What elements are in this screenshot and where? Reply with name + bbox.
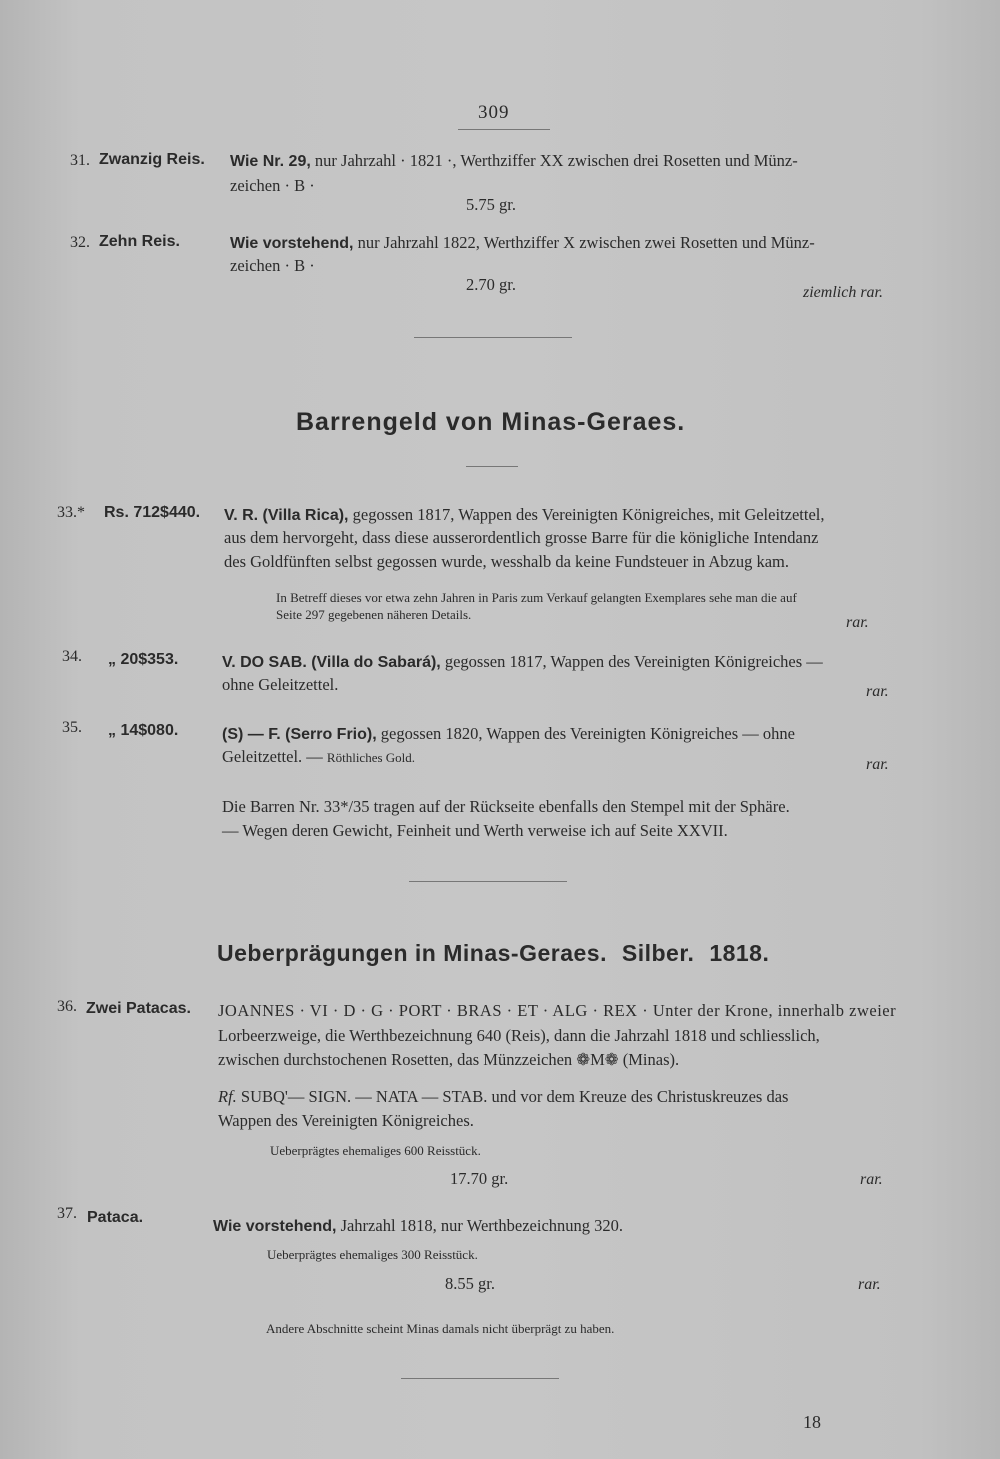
footer-number: 18 xyxy=(803,1412,821,1432)
entry-31-text-line2: zeichen · B · xyxy=(230,176,315,195)
entry-34-rarity: rar. xyxy=(866,683,889,700)
entry-31-weight: 5.75 gr. xyxy=(466,195,516,214)
divider-2 xyxy=(409,881,567,882)
entry-36-reverse-line2: Wappen des Vereinigten Königreiches. xyxy=(218,1111,474,1130)
entry-33-text-line2: aus dem hervorgeht, dass diese ausserordentlich grosse Barre für die königliche Intendanz xyxy=(224,528,819,547)
entry-36-text-line3: zwischen durchstochenen Rosetten, das Münzzeichen ❁M❁ (Minas). xyxy=(218,1050,680,1069)
entry-36-rarity: rar. xyxy=(860,1171,883,1188)
entry-31-desc: nur Jahrzahl · 1821 ·, Werthziffer XX zwischen drei Rosetten und Münz- xyxy=(314,151,798,170)
entry-36-text-line2: Lorbeerzweige, die Werthbezeichnung 640 (Reis), dann die Jahrzahl 1818 und schliesslich, xyxy=(218,1026,820,1045)
entry-36-reverse-text: SUBQ'— SIGN. — NATA — STAB. und vor dem Kreuze des Christuskreuzes das xyxy=(240,1087,789,1106)
entry-36-number: 36. xyxy=(57,998,77,1015)
entry-34-label: „ 20$353. xyxy=(108,651,179,668)
entry-36-weight: 17.70 gr. xyxy=(450,1169,509,1188)
entry-33-rarity: rar. xyxy=(846,614,869,631)
entry-32-label: Zehn Reis. xyxy=(99,233,180,250)
closing-note: Andere Abschnitte scheint Minas damals nicht überprägt zu haben. xyxy=(266,1321,615,1336)
entry-34-desc: gegossen 1817, Wappen des Vereinigten Königreiches — xyxy=(444,652,823,671)
entry-32-weight: 2.70 gr. xyxy=(466,275,516,294)
entry-35-text-line2 xyxy=(222,746,415,768)
section-ueberpraegungen-year: 1818. xyxy=(709,940,770,966)
entry-35-lead: (S) — F. (Serro Frio), xyxy=(222,726,377,743)
entry-32-desc: nur Jahrzahl 1822, Werthziffer X zwischen zwei Rosetten und Münz- xyxy=(357,233,815,252)
entry-33-text-line1 xyxy=(224,504,824,527)
entry-32-text-line1 xyxy=(230,232,815,255)
entry-37-label: Pataca. xyxy=(87,1209,144,1226)
entry-31-text-line1 xyxy=(230,150,798,173)
entry-33-note-line1: In Betreff dieses vor etwa zehn Jahren in Paris zum Verkauf gelangten Exemplares sehe man die auf xyxy=(276,590,797,605)
entry-35-label: „ 14$080. xyxy=(108,722,179,739)
entry-33-text-line3: des Goldfünften selbst gegossen wurde, wesshalb da keine Fundsteuer in Abzug kam. xyxy=(224,552,790,571)
entry-31-label: Zwanzig Reis. xyxy=(99,151,205,168)
entry-34-text-line2: ohne Geleitzettel. xyxy=(222,675,339,694)
entry-33-number: 33.* xyxy=(57,504,85,521)
entry-32-text-line2: zeichen · B · xyxy=(230,256,315,275)
entry-33-lead: V. R. (Villa Rica), xyxy=(224,507,349,524)
bars-note-line1: Die Barren Nr. 33*/35 tragen auf der Rückseite ebenfalls den Stempel mit der Sphäre. xyxy=(222,797,790,816)
page-number-rule xyxy=(458,129,550,130)
entry-33-label: Rs. 712$440. xyxy=(104,504,201,521)
entry-37-lead: Wie vorstehend, xyxy=(213,1218,337,1235)
bars-note-line2: — Wegen deren Gewicht, Feinheit und Werth verweise ich auf Seite XXVII. xyxy=(222,821,728,840)
entry-34-lead: V. DO SAB. (Villa do Sabará), xyxy=(222,654,441,671)
section-barrengeld-heading: Barrengeld von Minas-Geraes. xyxy=(296,408,686,436)
entry-32-rarity: ziemlich rar. xyxy=(803,284,883,301)
entry-37-rarity: rar. xyxy=(858,1276,881,1293)
divider-1 xyxy=(414,337,572,338)
entry-35-text-line1 xyxy=(222,723,795,746)
entry-35-number: 35. xyxy=(62,719,82,736)
section-ueberpraegungen-title: Ueberprägungen in Minas-Geraes. xyxy=(217,940,607,966)
entry-32-number: 32. xyxy=(70,234,90,251)
divider-3 xyxy=(401,1378,559,1379)
entry-33-note-line2: Seite 297 gegebenen näheren Details. xyxy=(276,607,472,622)
entry-37-text-line1 xyxy=(213,1215,623,1238)
entry-36-reverse-prefix: Rf. xyxy=(218,1087,237,1106)
entry-33-desc: gegossen 1817, Wappen des Vereinigten Königreiches, mit Geleitzettel, xyxy=(352,505,825,524)
entry-36-reverse-line1 xyxy=(218,1086,788,1108)
section-ueberpraegungen-metal: Silber. xyxy=(621,940,695,966)
entry-31-lead: Wie Nr. 29, xyxy=(230,153,311,170)
section-ueberpraegungen-heading xyxy=(217,940,769,967)
entry-36-label: Zwei Patacas. xyxy=(86,1000,191,1017)
entry-35-desc2: Geleitzettel. — xyxy=(222,747,323,766)
entry-37-weight: 8.55 gr. xyxy=(445,1274,495,1293)
section-barrengeld-rule xyxy=(466,466,518,467)
entry-35-gold-note: Röthliches Gold. xyxy=(326,750,416,765)
entry-35-rarity: rar. xyxy=(866,756,889,773)
page-number: 309 xyxy=(478,102,510,123)
entry-34-text-line1 xyxy=(222,651,823,674)
entry-36-note: Ueberprägtes ehemaliges 600 Reisstück. xyxy=(270,1143,481,1158)
entry-31-number: 31. xyxy=(70,152,90,169)
entry-37-note: Ueberprägtes ehemaliges 300 Reisstück. xyxy=(267,1247,478,1262)
entry-37-desc: Jahrzahl 1818, nur Werthbezeichnung 320. xyxy=(340,1216,624,1235)
entry-35-desc: gegossen 1820, Wappen des Vereinigten Königreiches — ohne xyxy=(380,724,795,743)
entry-37-number: 37. xyxy=(57,1205,77,1222)
entry-32-lead: Wie vorstehend, xyxy=(230,235,354,252)
entry-34-number: 34. xyxy=(62,648,82,665)
entry-36-text-line1: JOANNES · VI · D · G · PORT · BRAS · ET · ALG · REX · Unter der Krone, innerhalb zweier xyxy=(218,1001,897,1020)
